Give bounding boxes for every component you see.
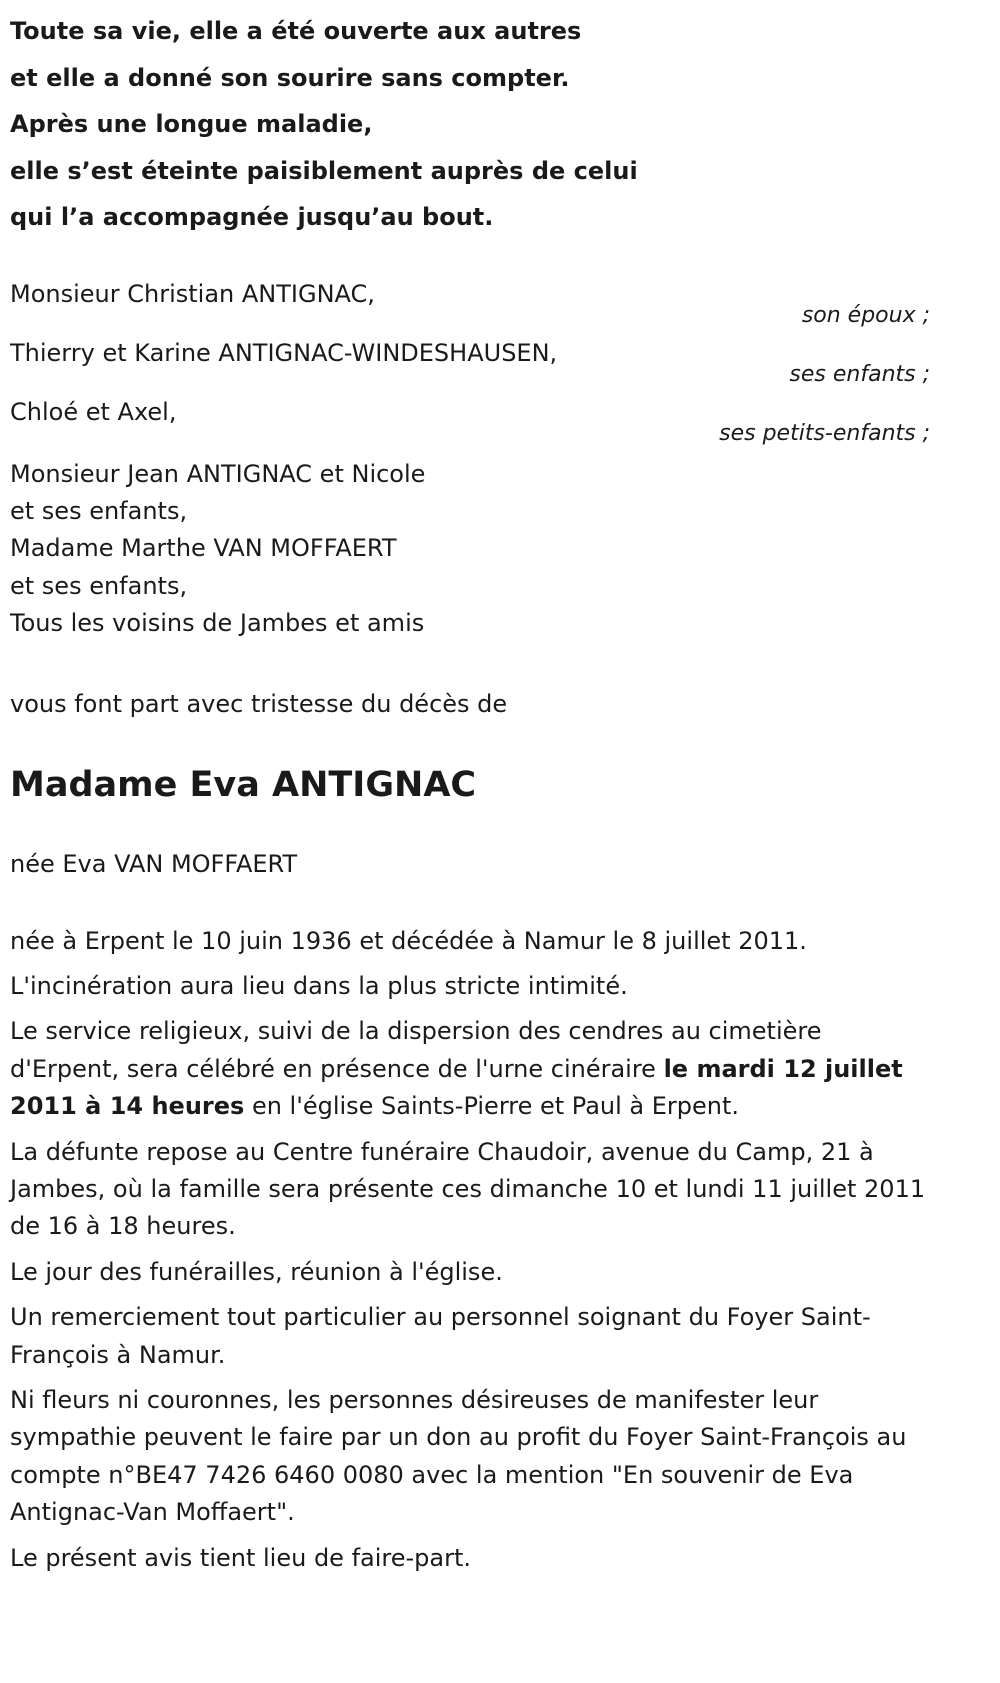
family-list [10,279,930,456]
family-entry-grandchildren [10,397,930,456]
poem-line: qui l’a accompagnée jusqu’au bout. [10,203,494,231]
service-date-time: le mardi 12 juillet 2011 à 14 heures [10,1054,903,1121]
poem-line: elle s’est éteinte paisiblement auprès de celui [10,156,638,185]
family-role: son époux ; [801,302,930,328]
family-name: Chloé et Axel, [10,397,177,426]
relative-line: Madame Marthe VAN MOFFAERT [10,534,397,563]
poem-line: Toute sa vie, elle a été ouverte aux autres [10,17,582,45]
obituary-notice [10,0,930,1585]
repose-info: La défunte repose au Centre funéraire Chaudoir, avenue du Camp, 21 à Jambes, où la famille sera présente ces dimanche 10 et lundi 11 juillet 2011 de 16 à 18 heures. [10,1137,926,1241]
birth-name: née Eva VAN MOFFAERT [10,849,298,878]
cremation-info: L'incinération aura lieu dans la plus stricte intimité. [10,971,628,1000]
announcement-intro: vous font part avec tristesse du décès de [10,689,508,718]
service-text-after: en l'église Saints-Pierre et Paul à Erpent. [244,1092,740,1121]
opening-poem [10,0,930,241]
meeting-info: Le jour des funérailles, réunion à l'église. [10,1257,503,1286]
poem-line: et elle a donné son sourire sans compter. [10,63,570,92]
relative-line: Tous les voisins de Jambes et amis [10,609,425,638]
relative-line: Monsieur Jean ANTIGNAC et Nicole [10,459,426,488]
poem-line: Après une longue maladie, [10,110,373,138]
family-role: ses enfants ; [789,361,930,387]
notice-info: Le présent avis tient lieu de faire-part. [10,1543,472,1572]
other-relatives [10,456,930,643]
family-entry-spouse [10,279,930,338]
family-name: Monsieur Christian ANTIGNAC, [10,279,375,308]
relative-line: et ses enfants, [10,571,188,600]
family-name: Thierry et Karine ANTIGNAC-WINDESHAUSEN, [10,338,558,367]
relative-line: et ses enfants, [10,496,188,525]
deceased-name: Madame Eva ANTIGNAC [10,764,477,805]
service-info [10,1013,930,1125]
family-entry-children [10,338,930,397]
thanks-info: Un remerciement tout particulier au personnel soignant du Foyer Saint-François à Namur. [10,1303,871,1369]
family-role: ses petits-enfants ; [719,420,930,446]
birth-death-dates: née à Erpent le 10 juin 1936 et décédée à Namur le 8 juillet 2011. [10,926,807,955]
funeral-details [10,923,930,1578]
flowers-donation-info: Ni fleurs ni couronnes, les personnes désireuses de manifester leur sympathie peuvent le faire par un don au profit du Foyer Saint-François au compte n°BE47 7426 6460 0080 avec la mention "En souvenir de Eva Antignac-Van Moffaert". [10,1386,907,1527]
service-text-before: Le service religieux, suivi de la dispersion des cendres au cimetière d'Erpent, sera célébré en présence de l'urne cinéraire [10,1017,822,1083]
